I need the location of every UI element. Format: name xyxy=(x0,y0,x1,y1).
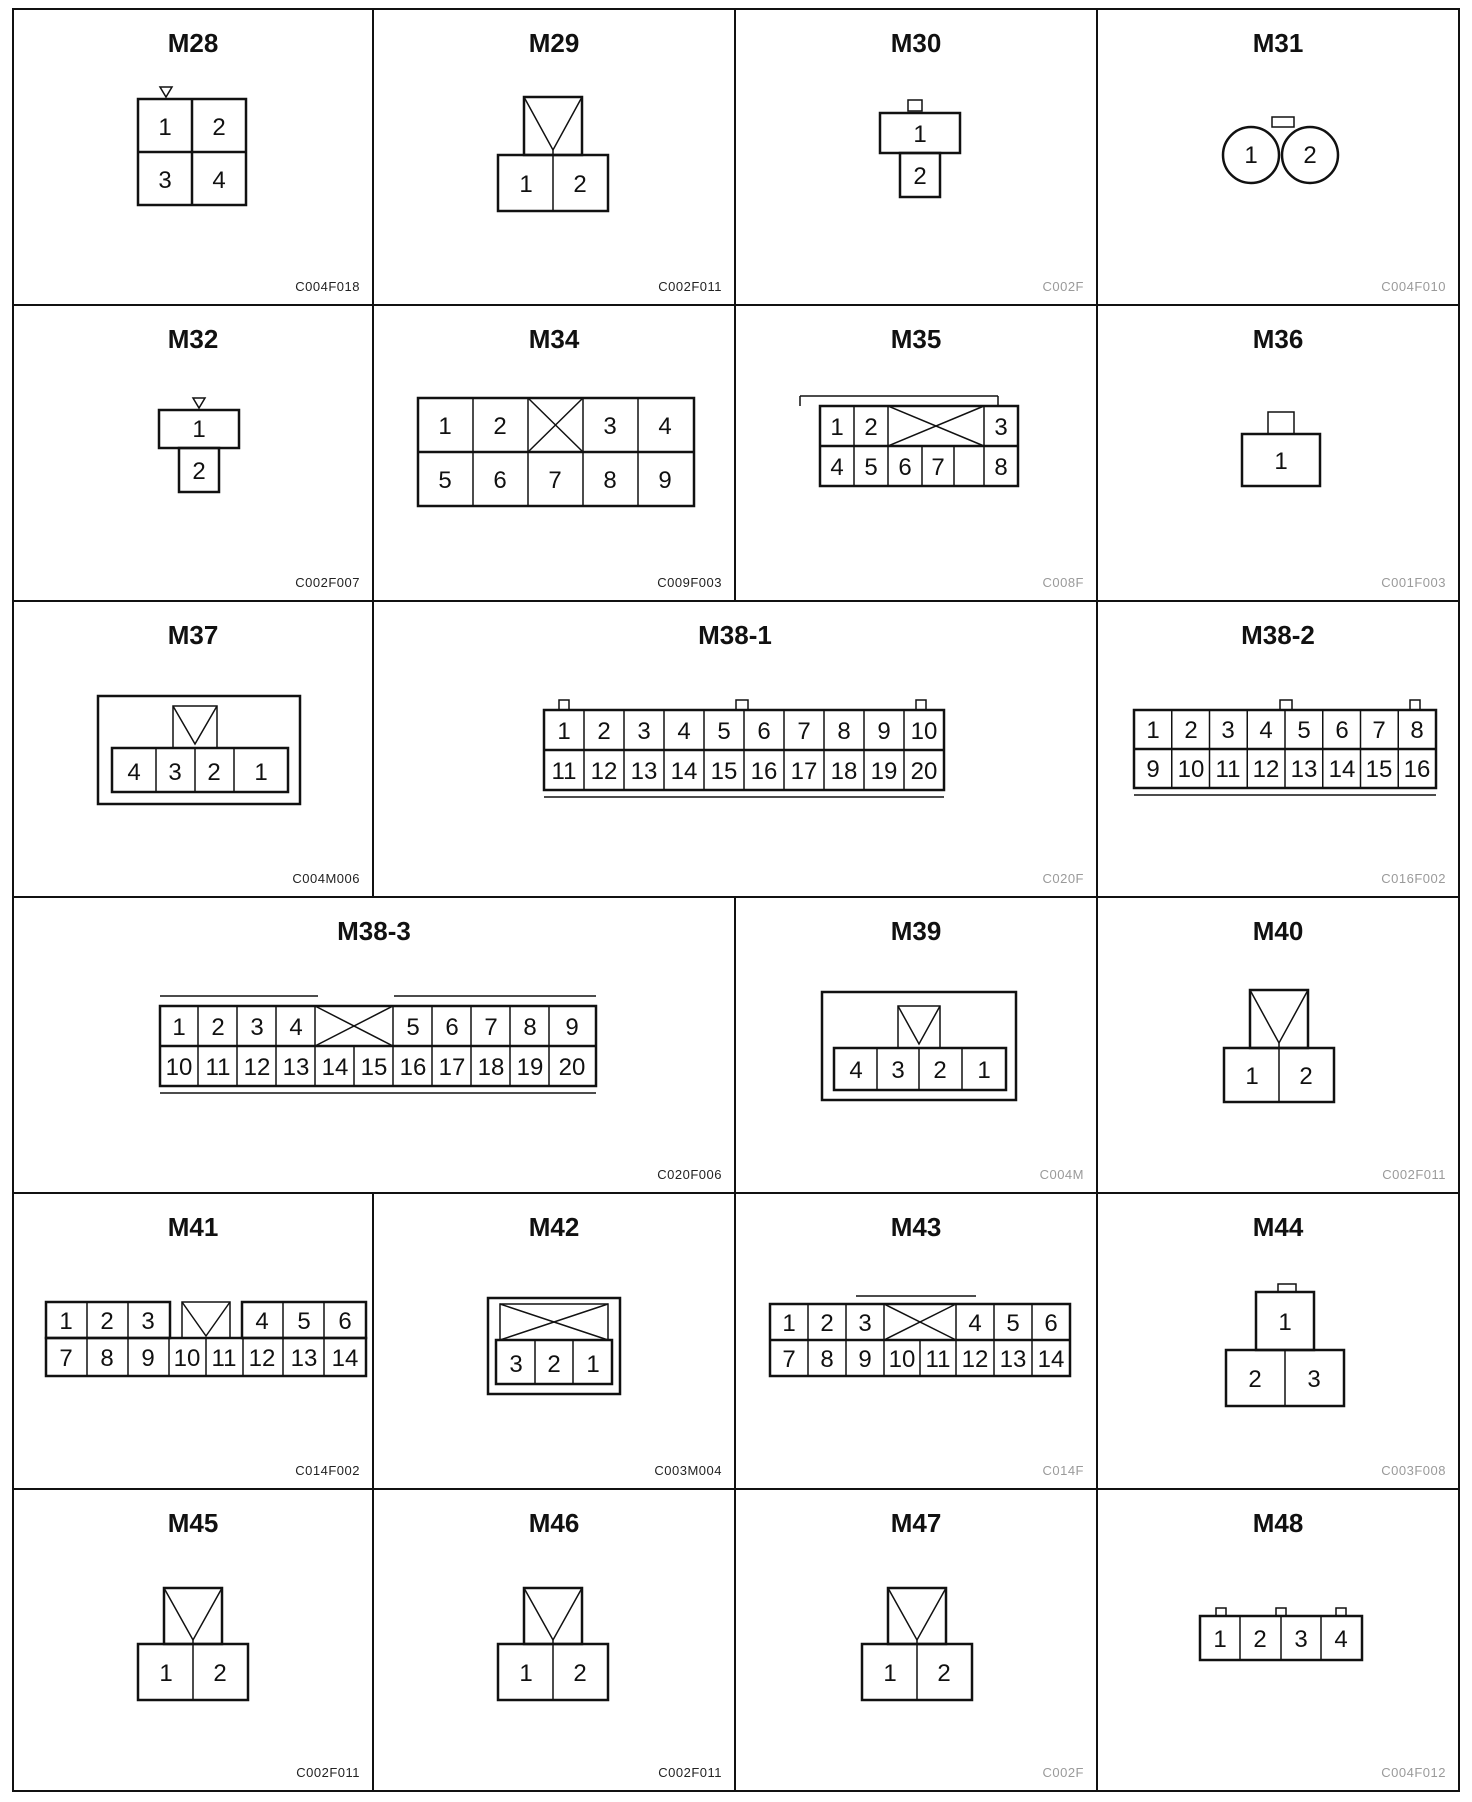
connector-cell-m30 xyxy=(734,8,1098,306)
pin-label: 7 xyxy=(1372,717,1386,744)
pin-label: 3 xyxy=(509,1351,523,1378)
connector-cell-m28 xyxy=(12,8,374,306)
pin-label: 2 xyxy=(1248,1366,1262,1393)
pin-label: 1 xyxy=(913,121,927,148)
pin-label: 5 xyxy=(864,454,878,481)
pin-label: 2 xyxy=(192,458,206,485)
pin-label: 8 xyxy=(1410,717,1424,744)
connector-cell-m36 xyxy=(1096,304,1460,602)
pin-label: 5 xyxy=(1006,1310,1020,1337)
pin-label: 18 xyxy=(830,758,858,785)
pin-label: 15 xyxy=(1365,756,1393,783)
connector-cell-m48 xyxy=(1096,1488,1460,1792)
pin-label: 2 xyxy=(213,1660,227,1687)
diagram-code: C009F003 xyxy=(657,575,722,590)
pin-label: 4 xyxy=(212,167,226,194)
diagram-code: C004F018 xyxy=(295,279,360,294)
connector-title: M30 xyxy=(890,28,942,58)
pin-label: 8 xyxy=(523,1014,537,1041)
connector-title: M41 xyxy=(167,1212,219,1242)
connector-title: M36 xyxy=(1252,324,1304,354)
diagram-code: C002F007 xyxy=(295,575,360,590)
pin-label: 11 xyxy=(1215,756,1241,783)
pin-label: 13 xyxy=(282,1054,310,1081)
connector-title: M45 xyxy=(167,1508,219,1538)
pin-label: 1 xyxy=(1274,448,1288,475)
connector-cell-m46 xyxy=(372,1488,736,1792)
pin-label: 6 xyxy=(338,1308,352,1335)
pin-label: 12 xyxy=(961,1346,989,1373)
connector-cell-m38-2 xyxy=(1096,600,1460,898)
pin-label: 9 xyxy=(565,1014,579,1041)
connector-title: M39 xyxy=(890,916,942,946)
pin-label: 11 xyxy=(925,1346,951,1373)
connector-diagram xyxy=(1098,10,1462,308)
diagram-code: C002F011 xyxy=(1382,1167,1446,1182)
pin-label: 1 xyxy=(519,171,533,198)
pin-label: 2 xyxy=(547,1351,561,1378)
connector-diagram xyxy=(736,1194,1100,1492)
pin-label: 12 xyxy=(243,1054,271,1081)
pin-label: 2 xyxy=(573,171,587,198)
pin-label: 5 xyxy=(297,1308,311,1335)
pin-label: 2 xyxy=(1253,1626,1267,1653)
pin-label: 9 xyxy=(877,718,891,745)
pin-label: 8 xyxy=(100,1345,114,1372)
pin-label: 1 xyxy=(1146,717,1160,744)
pin-label: 16 xyxy=(1403,756,1431,783)
connector-title: M31 xyxy=(1252,28,1304,58)
pin-label: 14 xyxy=(321,1054,349,1081)
connector-cell-m43 xyxy=(734,1192,1098,1490)
pin-label: 1 xyxy=(519,1660,533,1687)
pin-label: 5 xyxy=(717,718,731,745)
pin-label: 3 xyxy=(891,1057,905,1084)
pin-label: 14 xyxy=(1037,1346,1065,1373)
pin-label: 16 xyxy=(750,758,778,785)
pin-label: 4 xyxy=(1259,717,1273,744)
pin-label: 3 xyxy=(994,414,1008,441)
pin-label: 16 xyxy=(399,1054,427,1081)
connector-cell-m37 xyxy=(12,600,374,898)
pin-label: 3 xyxy=(858,1310,872,1337)
pin-label: 1 xyxy=(977,1057,991,1084)
connector-title: M37 xyxy=(167,620,219,650)
diagram-code: C016F002 xyxy=(1381,871,1446,886)
pin-label: 11 xyxy=(211,1345,237,1372)
connector-diagram xyxy=(14,898,738,1196)
pin-label: 2 xyxy=(597,718,611,745)
connector-title: M47 xyxy=(890,1508,942,1538)
pin-label: 3 xyxy=(168,759,182,786)
pin-label: 2 xyxy=(1184,717,1198,744)
diagram-code: C002F xyxy=(1042,1765,1084,1780)
pin-label: 20 xyxy=(558,1054,586,1081)
pin-label: 6 xyxy=(1335,717,1349,744)
pin-label: 13 xyxy=(630,758,658,785)
pin-label: 12 xyxy=(248,1345,276,1372)
pin-label: 12 xyxy=(590,758,618,785)
pin-label: 11 xyxy=(205,1054,231,1081)
pin-label: 7 xyxy=(59,1345,73,1372)
pin-label: 6 xyxy=(757,718,771,745)
pin-label: 3 xyxy=(637,718,651,745)
pin-label: 2 xyxy=(864,414,878,441)
pin-label: 1 xyxy=(172,1014,186,1041)
pin-label: 1 xyxy=(192,416,206,443)
pin-label: 3 xyxy=(1307,1366,1321,1393)
pin-label: 2 xyxy=(933,1057,947,1084)
pin-label: 4 xyxy=(658,413,672,440)
pin-label: 10 xyxy=(1177,756,1205,783)
pin-label: 1 xyxy=(830,414,844,441)
connector-diagram xyxy=(374,10,738,308)
connector-diagram xyxy=(14,1194,376,1492)
connector-diagram xyxy=(1098,1490,1462,1794)
pin-label: 14 xyxy=(331,1345,359,1372)
connector-diagram xyxy=(14,10,376,308)
connector-title: M29 xyxy=(528,28,580,58)
connector-cell-m47 xyxy=(734,1488,1098,1792)
connector-diagram xyxy=(14,1490,376,1794)
connector-diagram xyxy=(1098,1194,1462,1492)
pin-label: 2 xyxy=(1303,142,1317,169)
pin-label: 10 xyxy=(888,1346,916,1373)
pin-label: 5 xyxy=(1297,717,1311,744)
connector-cell-m44 xyxy=(1096,1192,1460,1490)
pin-label: 7 xyxy=(782,1346,796,1373)
pin-label: 4 xyxy=(849,1057,863,1084)
pin-label: 4 xyxy=(127,759,141,786)
pin-label: 10 xyxy=(165,1054,193,1081)
diagram-code: C003F008 xyxy=(1381,1463,1446,1478)
connector-cell-m32 xyxy=(12,304,374,602)
connector-title: M48 xyxy=(1252,1508,1304,1538)
pin-label: 4 xyxy=(830,454,844,481)
pin-label: 6 xyxy=(898,454,912,481)
pin-label: 19 xyxy=(516,1054,544,1081)
pin-label: 11 xyxy=(551,758,577,785)
pin-label: 3 xyxy=(250,1014,264,1041)
connector-cell-m38-1 xyxy=(372,600,1098,898)
pin-label: 13 xyxy=(1290,756,1318,783)
pin-label: 8 xyxy=(820,1346,834,1373)
diagram-code: C004F010 xyxy=(1381,279,1446,294)
connector-title: M43 xyxy=(890,1212,942,1242)
pin-label: 2 xyxy=(211,1014,225,1041)
pin-label: 6 xyxy=(493,467,507,494)
connector-cell-m41 xyxy=(12,1192,374,1490)
pin-label: 1 xyxy=(1278,1309,1292,1336)
connector-title: M32 xyxy=(167,324,219,354)
pin-label: 9 xyxy=(658,467,672,494)
pin-label: 12 xyxy=(1252,756,1280,783)
diagram-code: C014F xyxy=(1042,1463,1084,1478)
connector-diagram xyxy=(1098,898,1462,1196)
pin-label: 17 xyxy=(438,1054,466,1081)
pin-label: 3 xyxy=(1294,1626,1308,1653)
pin-label: 15 xyxy=(360,1054,388,1081)
connector-diagram xyxy=(374,1490,738,1794)
pin-label: 14 xyxy=(1328,756,1356,783)
pin-label: 2 xyxy=(212,114,226,141)
pin-label: 4 xyxy=(677,718,691,745)
pin-label: 4 xyxy=(1334,1626,1348,1653)
pin-label: 14 xyxy=(670,758,698,785)
pin-label: 1 xyxy=(557,718,571,745)
connector-cell-m38-3 xyxy=(12,896,736,1194)
pin-label: 2 xyxy=(207,759,221,786)
connector-cell-m45 xyxy=(12,1488,374,1792)
connector-cell-m29 xyxy=(372,8,736,306)
pin-label: 1 xyxy=(1213,1626,1227,1653)
connector-diagram xyxy=(374,1194,738,1492)
diagram-code: C002F011 xyxy=(296,1765,360,1780)
pin-label: 2 xyxy=(820,1310,834,1337)
connector-diagram xyxy=(736,898,1100,1196)
pin-label: 10 xyxy=(910,718,938,745)
pin-label: 2 xyxy=(493,413,507,440)
connector-cell-m34 xyxy=(372,304,736,602)
pin-label: 19 xyxy=(870,758,898,785)
connector-title: M34 xyxy=(528,324,580,354)
pin-label: 1 xyxy=(254,759,268,786)
pin-label: 5 xyxy=(406,1014,420,1041)
pin-label: 1 xyxy=(1245,1063,1259,1090)
connector-title: M42 xyxy=(528,1212,580,1242)
pin-label: 7 xyxy=(484,1014,498,1041)
pin-label: 13 xyxy=(290,1345,318,1372)
diagram-code: C004M xyxy=(1039,1167,1084,1182)
connector-diagram xyxy=(14,306,376,604)
pin-label: 15 xyxy=(710,758,738,785)
connector-title: M35 xyxy=(890,324,942,354)
pin-label: 7 xyxy=(548,467,562,494)
pin-label: 20 xyxy=(910,758,938,785)
pin-label: 1 xyxy=(586,1351,600,1378)
diagram-code: C004F012 xyxy=(1381,1765,1446,1780)
pin-label: 1 xyxy=(158,114,172,141)
pin-label: 10 xyxy=(173,1345,201,1372)
pin-label: 7 xyxy=(931,454,945,481)
pin-label: 5 xyxy=(438,467,452,494)
pin-label: 1 xyxy=(883,1660,897,1687)
pin-label: 9 xyxy=(858,1346,872,1373)
pin-label: 1 xyxy=(438,413,452,440)
connector-title: M38-1 xyxy=(698,620,772,650)
pin-label: 4 xyxy=(289,1014,303,1041)
pin-label: 3 xyxy=(603,413,617,440)
pin-label: 8 xyxy=(994,454,1008,481)
connector-diagram xyxy=(736,306,1100,604)
pin-label: 3 xyxy=(141,1308,155,1335)
connector-diagram xyxy=(374,602,1100,900)
connector-cell-m42 xyxy=(372,1192,736,1490)
pin-label: 6 xyxy=(445,1014,459,1041)
diagram-code: C008F xyxy=(1042,575,1084,590)
pin-label: 1 xyxy=(159,1660,173,1687)
diagram-code: C002F xyxy=(1042,279,1084,294)
connector-diagram xyxy=(736,1490,1100,1794)
diagram-code: C004M006 xyxy=(292,871,360,886)
connector-diagram xyxy=(1098,602,1462,900)
connector-cell-m31 xyxy=(1096,8,1460,306)
diagram-code: C020F xyxy=(1042,871,1084,886)
connector-title: M38-2 xyxy=(1241,620,1315,650)
pin-label: 17 xyxy=(790,758,818,785)
diagram-code: C014F002 xyxy=(295,1463,360,1478)
pin-label: 2 xyxy=(937,1660,951,1687)
pin-label: 18 xyxy=(477,1054,505,1081)
pin-label: 2 xyxy=(100,1308,114,1335)
pin-label: 3 xyxy=(1221,717,1235,744)
pin-label: 1 xyxy=(1244,142,1258,169)
connector-diagram xyxy=(374,306,738,604)
diagram-code: C003M004 xyxy=(654,1463,722,1478)
connector-diagram xyxy=(736,10,1100,308)
pin-label: 9 xyxy=(141,1345,155,1372)
pin-label: 2 xyxy=(1299,1063,1313,1090)
connector-title: M46 xyxy=(528,1508,580,1538)
connector-title: M28 xyxy=(167,28,219,58)
connector-title: M38-3 xyxy=(337,916,411,946)
connector-cell-m39 xyxy=(734,896,1098,1194)
connector-cell-m35 xyxy=(734,304,1098,602)
diagram-code: C001F003 xyxy=(1381,575,1446,590)
pin-label: 4 xyxy=(255,1308,269,1335)
connector-diagram xyxy=(1098,306,1462,604)
diagram-code: C002F011 xyxy=(658,279,722,294)
pin-label: 8 xyxy=(603,467,617,494)
diagram-code: C020F006 xyxy=(657,1167,722,1182)
pin-label: 9 xyxy=(1146,756,1160,783)
pin-label: 1 xyxy=(59,1308,73,1335)
pin-label: 2 xyxy=(913,163,927,190)
pin-label: 7 xyxy=(797,718,811,745)
connector-title: M40 xyxy=(1252,916,1304,946)
diagram-code: C002F011 xyxy=(658,1765,722,1780)
pin-label: 2 xyxy=(573,1660,587,1687)
connector-cell-m40 xyxy=(1096,896,1460,1194)
connector-title: M44 xyxy=(1252,1212,1304,1242)
pin-label: 4 xyxy=(968,1310,982,1337)
pin-label: 13 xyxy=(999,1346,1027,1373)
connector-diagram xyxy=(14,602,376,900)
pin-label: 1 xyxy=(782,1310,796,1337)
pin-label: 3 xyxy=(158,167,172,194)
pin-label: 8 xyxy=(837,718,851,745)
pin-label: 6 xyxy=(1044,1310,1058,1337)
